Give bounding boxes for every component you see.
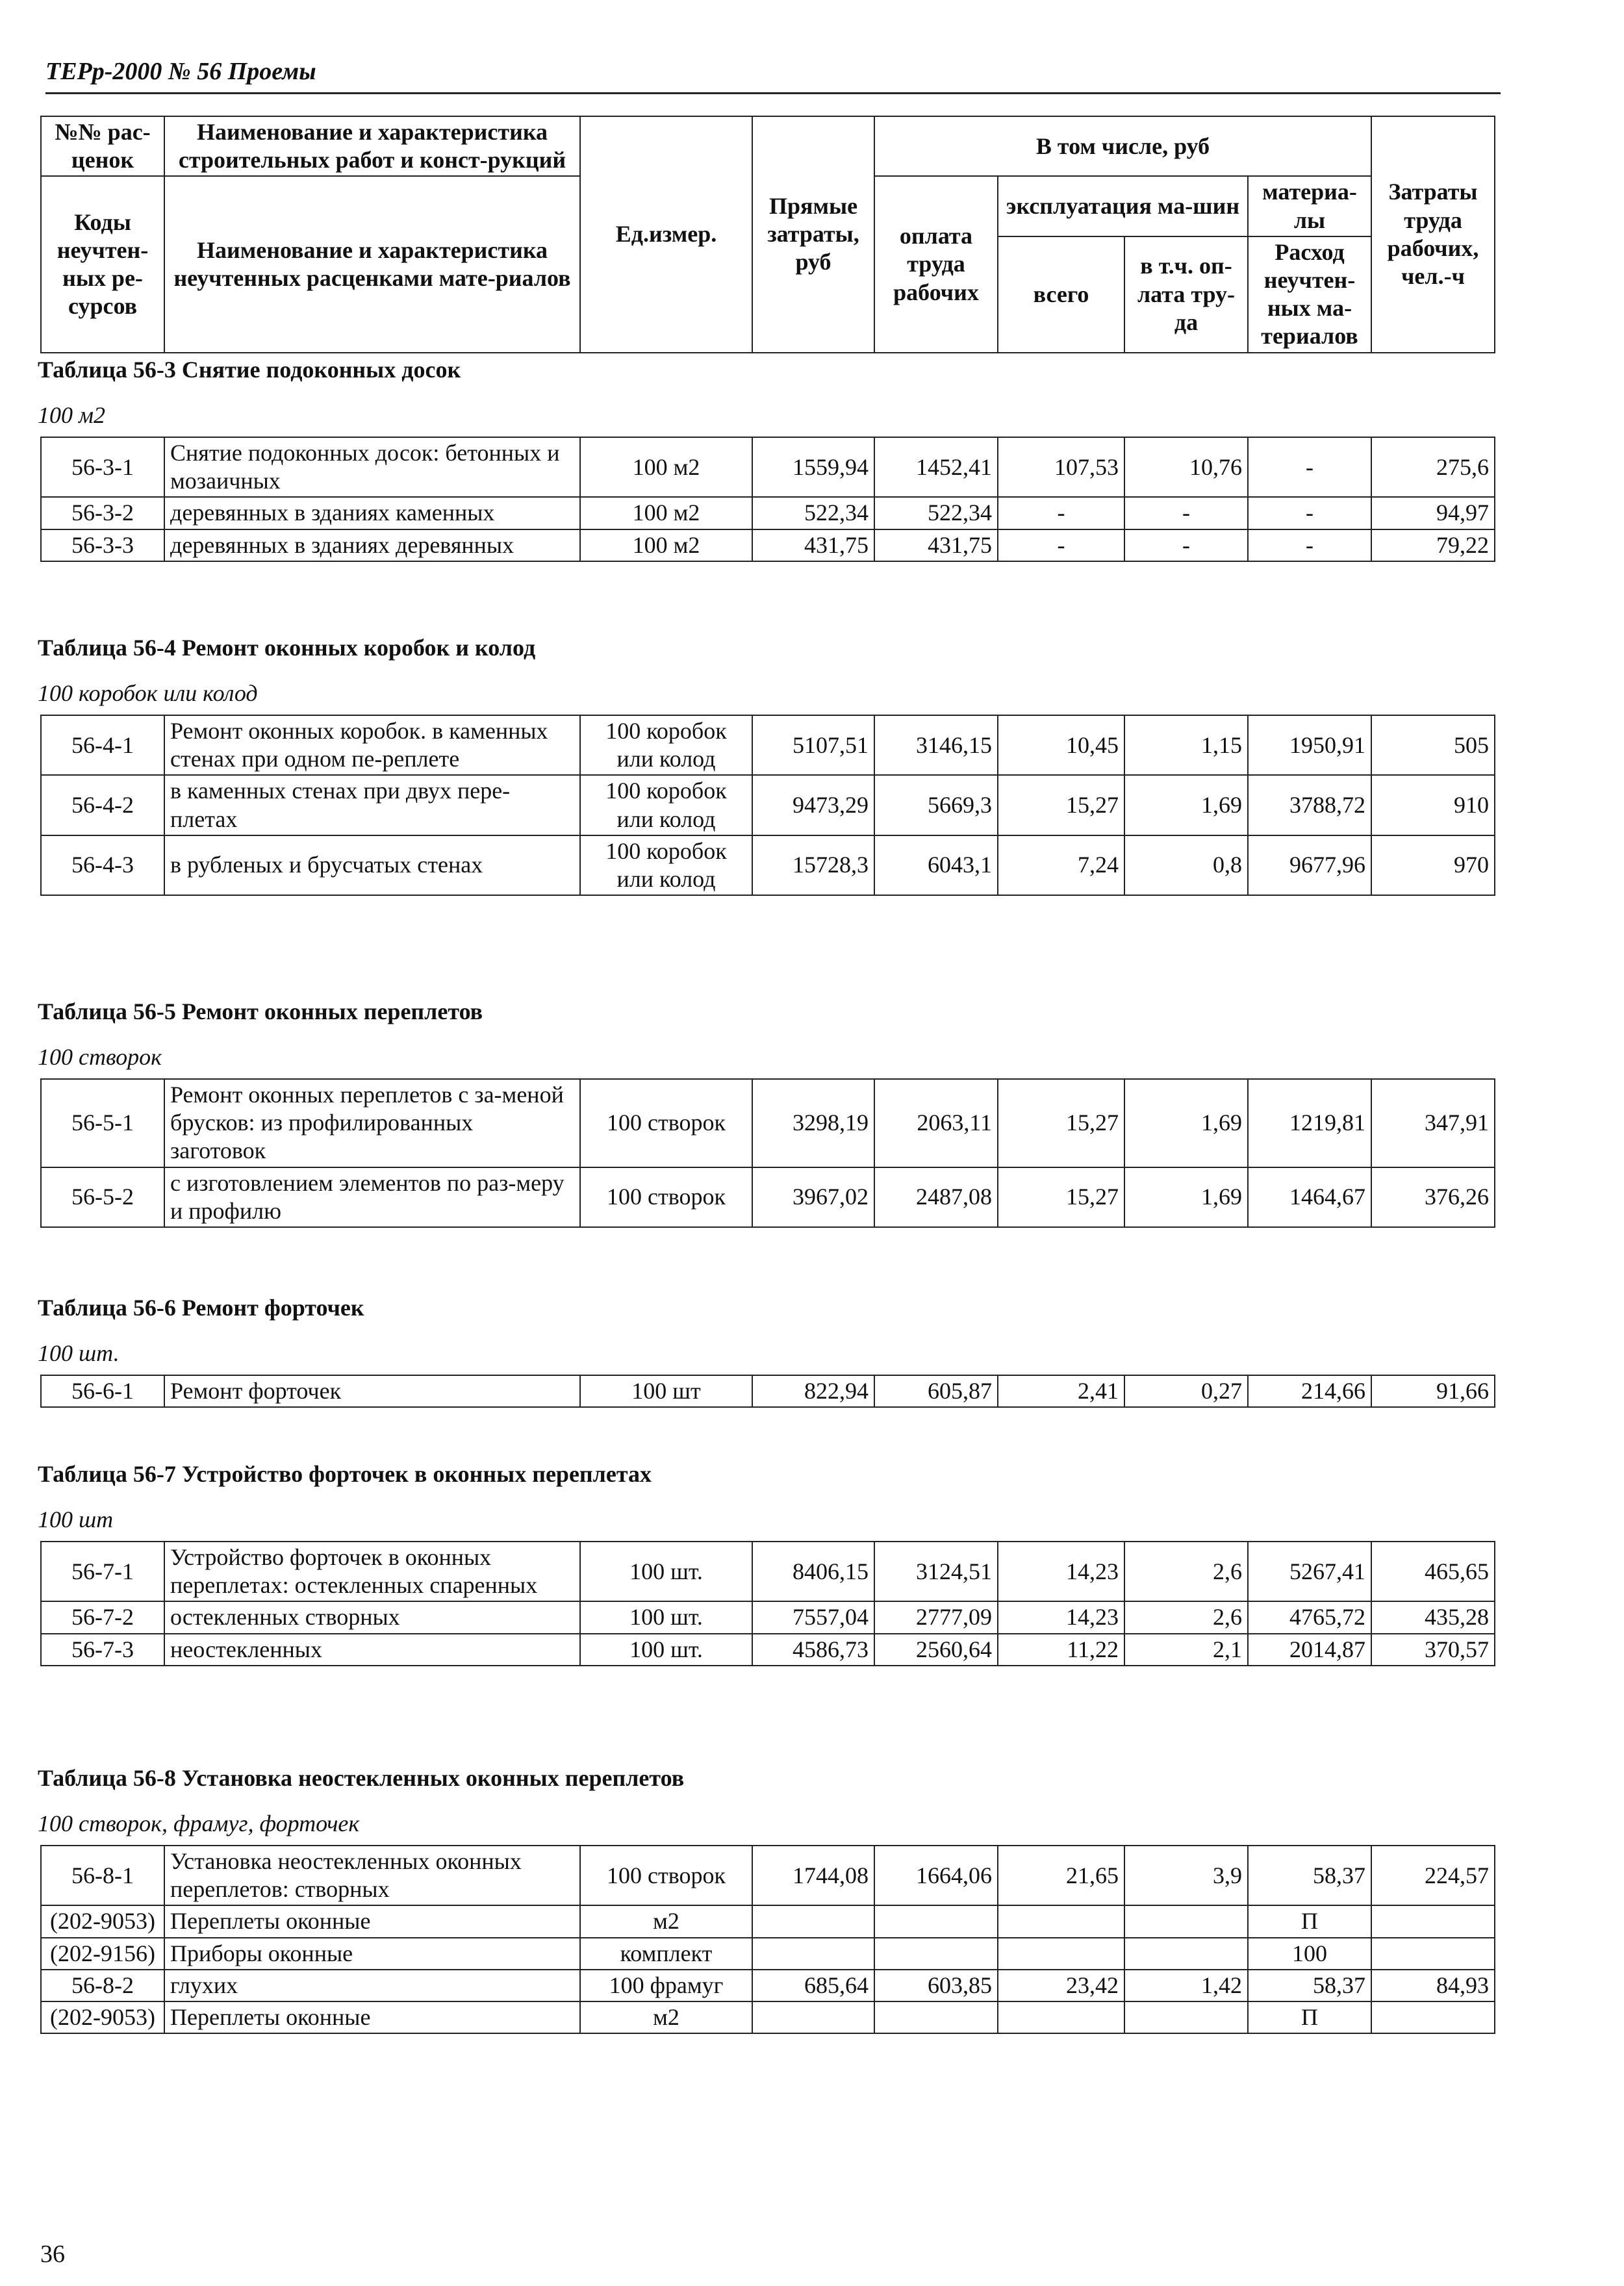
rate-name: Ремонт форточек [164, 1375, 580, 1407]
rate-code: 56-7-3 [41, 1634, 164, 1666]
direct-cost: 9473,29 [752, 775, 874, 835]
labor-pay: 1664,06 [874, 1846, 998, 1905]
direct-cost: 8406,15 [752, 1542, 874, 1601]
rates-table [40, 715, 1495, 896]
machine-labor-pay: 0,27 [1124, 1375, 1248, 1407]
labor-hours [1371, 2001, 1495, 2033]
rate-code: 56-5-2 [41, 1167, 164, 1227]
machine-cost: 11,22 [998, 1634, 1124, 1666]
direct-cost: 3967,02 [752, 1167, 874, 1227]
rate-unit: 100 м2 [580, 529, 752, 561]
material-cost: 1950,91 [1248, 715, 1371, 775]
direct-cost [752, 1938, 874, 1970]
rates-table [40, 1375, 1495, 1408]
machine-cost: 21,65 [998, 1846, 1124, 1905]
table-row [41, 1634, 1495, 1666]
rate-code: 56-4-3 [41, 835, 164, 895]
table-row [41, 775, 1495, 835]
rate-name: Установка неостекленных оконных переплетов: створных [164, 1846, 580, 1905]
labor-hours [1371, 1905, 1495, 1937]
labor-hours: 84,93 [1371, 1970, 1495, 2001]
machine-cost: 107,53 [998, 437, 1124, 497]
labor-hours: 910 [1371, 775, 1495, 835]
rate-unit: 100 створок [580, 1079, 752, 1167]
rates-table [40, 1541, 1495, 1666]
direct-cost: 15728,3 [752, 835, 874, 895]
table-units: 100 шт. [38, 1340, 120, 1366]
rate-unit: 100 шт. [580, 1542, 752, 1601]
labor-hours: 370,57 [1371, 1634, 1495, 1666]
rate-unit: 100 коробок или колод [580, 835, 752, 895]
machine-labor-pay: 2,1 [1124, 1634, 1248, 1666]
material-cost: 58,37 [1248, 1970, 1371, 2001]
rate-name: деревянных в зданиях деревянных [164, 529, 580, 561]
machine-labor-pay [1124, 1905, 1248, 1937]
rate-name: в рубленых и брусчатых стенах [164, 835, 580, 895]
labor-hours: 79,22 [1371, 529, 1495, 561]
machine-labor-pay: 1,69 [1124, 1167, 1248, 1227]
col-code-header: №№ рас-ценок [41, 116, 164, 176]
machine-cost: 15,27 [998, 775, 1124, 835]
labor-pay [874, 1905, 998, 1937]
table-units: 100 м2 [38, 402, 105, 428]
rate-unit: 100 м2 [580, 497, 752, 529]
material-cost: 4765,72 [1248, 1601, 1371, 1633]
rate-name: глухих [164, 1970, 580, 2001]
machine-labor-pay: 2,6 [1124, 1542, 1248, 1601]
table-row [41, 1079, 1495, 1167]
table-row [41, 1905, 1495, 1937]
machine-cost [998, 1938, 1124, 1970]
table-row [41, 1970, 1495, 2001]
material-cost: 2014,87 [1248, 1634, 1371, 1666]
material-cost: П [1248, 2001, 1371, 2033]
rate-unit: 100 м2 [580, 437, 752, 497]
labor-pay: 3124,51 [874, 1542, 998, 1601]
rate-name: Устройство форточек в оконных переплетах: остекленных спаренных [164, 1542, 580, 1601]
labor-pay: 431,75 [874, 529, 998, 561]
labor-hours: 970 [1371, 835, 1495, 895]
rate-code: 56-8-1 [41, 1846, 164, 1905]
rates-table [40, 437, 1495, 562]
col-unit-header: Ед.измер. [580, 116, 752, 353]
table-row [41, 1846, 1495, 1905]
rate-name: остекленных створных [164, 1601, 580, 1633]
rate-code: 56-3-1 [41, 437, 164, 497]
table-title: Таблица 56-3 Снятие подоконных досок [38, 357, 461, 383]
labor-hours: 347,91 [1371, 1079, 1495, 1167]
rate-unit: 100 створок [580, 1846, 752, 1905]
machine-cost: 15,27 [998, 1079, 1124, 1167]
machine-labor-pay: - [1124, 529, 1248, 561]
table-row [41, 715, 1495, 775]
direct-cost [752, 2001, 874, 2033]
direct-cost: 1744,08 [752, 1846, 874, 1905]
direct-cost: 4586,73 [752, 1634, 874, 1666]
labor-hours: 376,26 [1371, 1167, 1495, 1227]
table-title: Таблица 56-4 Ремонт оконных коробок и колод [38, 635, 536, 661]
machine-cost [998, 2001, 1124, 2033]
rate-unit: 100 шт. [580, 1601, 752, 1633]
material-cost: П [1248, 1905, 1371, 1937]
machine-cost: 15,27 [998, 1167, 1124, 1227]
table-units: 100 коробок или колод [38, 680, 258, 706]
col-machines-total-header: всего [998, 236, 1124, 353]
table-title: Таблица 56-5 Ремонт оконных переплетов [38, 998, 483, 1024]
labor-pay: 603,85 [874, 1970, 998, 2001]
rate-name: деревянных в зданиях каменных [164, 497, 580, 529]
page-number: 36 [40, 2241, 65, 2268]
rate-name: неостекленных [164, 1634, 580, 1666]
machine-cost [998, 1905, 1124, 1937]
rate-unit: м2 [580, 2001, 752, 2033]
machine-labor-pay: 0,8 [1124, 835, 1248, 895]
rate-name: с изготовлением элементов по раз-меру и профилю [164, 1167, 580, 1227]
rate-name: Переплеты оконные [164, 2001, 580, 2033]
direct-cost: 685,64 [752, 1970, 874, 2001]
material-cost: 58,37 [1248, 1846, 1371, 1905]
material-cost: - [1248, 437, 1371, 497]
labor-hours: 275,6 [1371, 437, 1495, 497]
direct-cost: 3298,19 [752, 1079, 874, 1167]
table-row [41, 1938, 1495, 1970]
rate-unit: 100 фрамуг [580, 1970, 752, 2001]
col-direct-header: Прямые затраты, руб [752, 116, 874, 353]
col-materials-unaccounted-header: Расход неучтен-ных ма-териалов [1248, 236, 1371, 353]
machine-labor-pay: 2,6 [1124, 1601, 1248, 1633]
col-resource-name-header: Наименование и характеристика неучтенных расценками мате-риалов [164, 176, 580, 352]
rate-code: 56-4-1 [41, 715, 164, 775]
rates-table [40, 1845, 1495, 2034]
col-labor-hours-header: Затраты труда рабочих, чел.-ч [1371, 116, 1495, 353]
rate-unit: м2 [580, 1905, 752, 1937]
labor-pay: 2487,08 [874, 1167, 998, 1227]
material-cost: 100 [1248, 1938, 1371, 1970]
rate-name: Ремонт оконных переплетов с за-меной брусков: из профилированных заготовок [164, 1079, 580, 1167]
rate-unit: комплект [580, 1938, 752, 1970]
machine-cost: 14,23 [998, 1601, 1124, 1633]
table-units: 100 створок [38, 1044, 162, 1070]
machine-labor-pay: 1,15 [1124, 715, 1248, 775]
labor-pay: 2063,11 [874, 1079, 998, 1167]
rate-unit: 100 шт. [580, 1634, 752, 1666]
direct-cost: 822,94 [752, 1375, 874, 1407]
labor-hours [1371, 1938, 1495, 1970]
rate-unit: 100 коробок или колод [580, 775, 752, 835]
table-row [41, 1167, 1495, 1227]
col-including-header: В том числе, руб [874, 116, 1371, 176]
material-cost: 214,66 [1248, 1375, 1371, 1407]
rate-name: Снятие подоконных досок: бетонных и мозаичных [164, 437, 580, 497]
table-title: Таблица 56-6 Ремонт форточек [38, 1295, 364, 1321]
labor-pay: 522,34 [874, 497, 998, 529]
rate-name: Приборы оконные [164, 1938, 580, 1970]
machine-cost: 14,23 [998, 1542, 1124, 1601]
labor-pay: 2560,64 [874, 1634, 998, 1666]
rate-code: (202-9053) [41, 2001, 164, 2033]
direct-cost: 5107,51 [752, 715, 874, 775]
machine-labor-pay: 1,42 [1124, 1970, 1248, 2001]
table-row [41, 497, 1495, 529]
col-machines-labor-header: в т.ч. оп-лата тру-да [1124, 236, 1248, 353]
material-cost: - [1248, 529, 1371, 561]
table-row [41, 437, 1495, 497]
machine-cost: - [998, 497, 1124, 529]
labor-hours: 465,65 [1371, 1542, 1495, 1601]
material-cost: 1464,67 [1248, 1167, 1371, 1227]
labor-pay: 1452,41 [874, 437, 998, 497]
labor-pay [874, 2001, 998, 2033]
direct-cost: 431,75 [752, 529, 874, 561]
machine-labor-pay: 1,69 [1124, 775, 1248, 835]
table-row [41, 1542, 1495, 1601]
machine-labor-pay [1124, 2001, 1248, 2033]
rate-name: в каменных стенах при двух пере-плетах [164, 775, 580, 835]
material-cost: - [1248, 497, 1371, 529]
rate-code: 56-3-3 [41, 529, 164, 561]
direct-cost: 522,34 [752, 497, 874, 529]
column-header-table [40, 116, 1495, 353]
col-labor-pay-header: оплата труда рабочих [874, 176, 998, 352]
col-resource-code-header: Коды неучтен-ных ре-сурсов [41, 176, 164, 352]
machine-cost: - [998, 529, 1124, 561]
rate-name: Ремонт оконных коробок. в каменных стенах при одном пе-реплете [164, 715, 580, 775]
labor-pay: 6043,1 [874, 835, 998, 895]
labor-hours: 224,57 [1371, 1846, 1495, 1905]
labor-pay [874, 1938, 998, 1970]
table-units: 100 створок, фрамуг, форточек [38, 1810, 360, 1836]
labor-hours: 505 [1371, 715, 1495, 775]
machine-cost: 10,45 [998, 715, 1124, 775]
machine-labor-pay: 3,9 [1124, 1846, 1248, 1905]
labor-pay: 2777,09 [874, 1601, 998, 1633]
table-row [41, 2001, 1495, 2033]
direct-cost: 1559,94 [752, 437, 874, 497]
table-row [41, 1375, 1495, 1407]
col-name-header: Наименование и характеристика строительных работ и конст-рукций [164, 116, 580, 176]
rate-code: 56-3-2 [41, 497, 164, 529]
rate-code: 56-6-1 [41, 1375, 164, 1407]
rate-code: 56-7-2 [41, 1601, 164, 1633]
table-units: 100 шт [38, 1506, 114, 1532]
labor-pay: 605,87 [874, 1375, 998, 1407]
machine-labor-pay: - [1124, 497, 1248, 529]
material-cost: 9677,96 [1248, 835, 1371, 895]
rate-unit: 100 шт [580, 1375, 752, 1407]
rate-code: 56-7-1 [41, 1542, 164, 1601]
table-row [41, 529, 1495, 561]
rate-unit: 100 створок [580, 1167, 752, 1227]
material-cost: 5267,41 [1248, 1542, 1371, 1601]
material-cost: 3788,72 [1248, 775, 1371, 835]
direct-cost: 7557,04 [752, 1601, 874, 1633]
labor-hours: 94,97 [1371, 497, 1495, 529]
rate-code: (202-9156) [41, 1938, 164, 1970]
table-title: Таблица 56-7 Устройство форточек в оконных переплетах [38, 1461, 652, 1487]
machine-labor-pay [1124, 1938, 1248, 1970]
rate-code: (202-9053) [41, 1905, 164, 1937]
table-title: Таблица 56-8 Установка неостекленных оконных переплетов [38, 1765, 685, 1791]
table-row [41, 1601, 1495, 1633]
table-row [41, 835, 1495, 895]
machine-labor-pay: 10,76 [1124, 437, 1248, 497]
labor-pay: 5669,3 [874, 775, 998, 835]
machine-labor-pay: 1,69 [1124, 1079, 1248, 1167]
rate-name: Переплеты оконные [164, 1905, 580, 1937]
rate-code: 56-4-2 [41, 775, 164, 835]
col-machines-header: эксплуатация ма-шин [998, 176, 1248, 236]
labor-pay: 3146,15 [874, 715, 998, 775]
labor-hours: 91,66 [1371, 1375, 1495, 1407]
col-materials-header: материа-лы [1248, 176, 1371, 236]
page-header: ТЕРр-2000 № 56 Проемы [45, 57, 1501, 94]
labor-hours: 435,28 [1371, 1601, 1495, 1633]
rate-code: 56-8-2 [41, 1970, 164, 2001]
material-cost: 1219,81 [1248, 1079, 1371, 1167]
direct-cost [752, 1905, 874, 1937]
rate-code: 56-5-1 [41, 1079, 164, 1167]
machine-cost: 23,42 [998, 1970, 1124, 2001]
rate-unit: 100 коробок или колод [580, 715, 752, 775]
rates-table [40, 1078, 1495, 1228]
machine-cost: 7,24 [998, 835, 1124, 895]
machine-cost: 2,41 [998, 1375, 1124, 1407]
